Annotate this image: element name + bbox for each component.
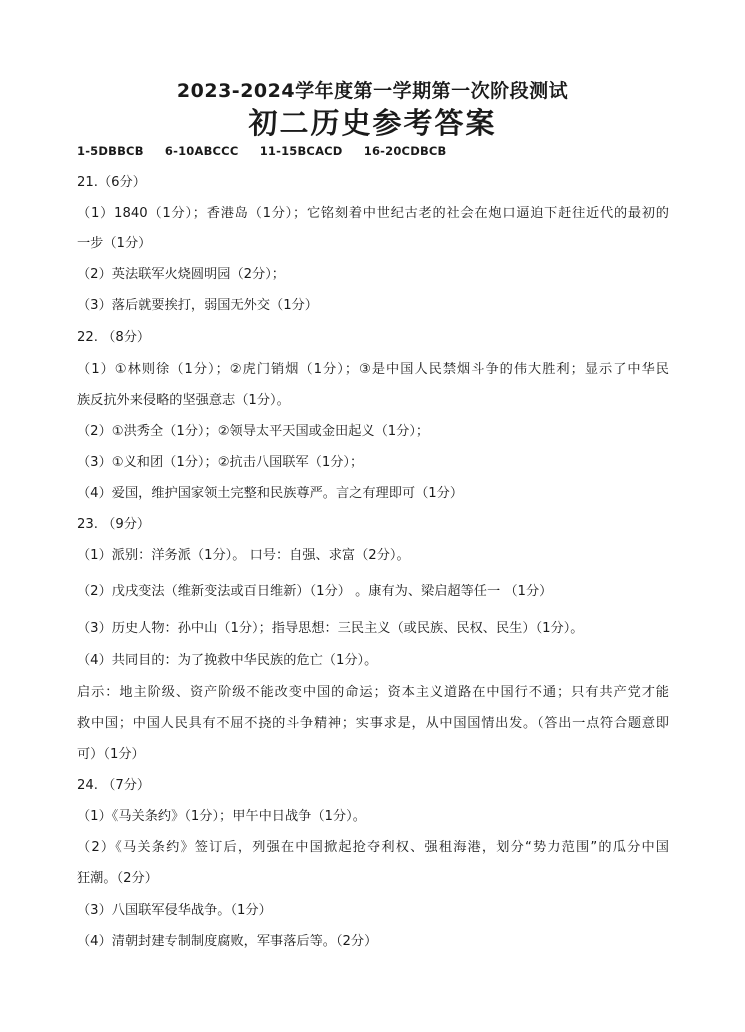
answer-line: （3）落后就要挨打，弱国无外交（1分） <box>77 298 318 313</box>
choice-group-2: 6-10ABCCC <box>164 144 239 158</box>
answer-line: （1）1840（1分）；香港岛（1分）；它铭刻着中世纪古老的社会在炮口逼迫下赶往近代的最初的 <box>77 206 669 221</box>
answer-line: 可）（1分） <box>77 747 145 762</box>
answer-line: 狂潮。（2分） <box>77 871 158 886</box>
answer-line: （1）《马关条约》（1分）；甲午中日战争（1分）。 <box>77 809 366 824</box>
exam-title: 2023-2024学年度第一学期第一次阶段测试 <box>176 80 569 102</box>
answer-line: （3）历史人物：孙中山（1分）；指导思想：三民主义（或民族、民权、民生）（1分）。 <box>77 621 584 636</box>
choice-group-1: 1-5DBBCB <box>77 144 144 158</box>
answer-line: （2）①洪秀全（1分）；②领导太平天国或金田起义（1分）； <box>77 424 430 439</box>
answer-line: 族反抗外来侵略的坚强意志（1分）。 <box>77 393 290 408</box>
answer-line: （3）①义和团（1分）；②抗击八国联军（1分）； <box>77 455 364 470</box>
choice-group-3: 11-15BCACD <box>259 144 343 158</box>
question-21-heading: 21.（6分） <box>77 175 146 190</box>
answer-line: （2）戊戌变法（维新变法或百日维新）（1分） 。康有为、梁启超等任一 （1分） <box>77 584 553 599</box>
answer-line: （4）爱国，维护国家领土完整和民族尊严。言之有理即可（1分） <box>77 486 464 501</box>
multiple-choice-answers <box>77 143 464 160</box>
answer-line: （3）八国联军侵华战争。（1分） <box>77 903 272 918</box>
answer-line: （2）英法联军火烧圆明园（2分）； <box>77 267 285 282</box>
answer-line: 一步（1分） <box>77 236 152 251</box>
answer-line: 救中国；中国人民具有不屈不挠的斗争精神；实事求是，从中国国情出发。（答出一点符合题意即 <box>77 716 669 731</box>
answer-line: （1）①林则徐（1分）；②虎门销烟（1分）；③是中国人民禁烟斗争的伟大胜利；显示了中华民 <box>77 362 669 377</box>
answer-line: （1）派别：洋务派（1分）。 口号：自强、求富（2分）。 <box>77 548 410 563</box>
answer-key-title: 初二历史参考答案 <box>248 106 497 140</box>
question-22-heading: 22. （8分） <box>77 330 151 345</box>
answer-line: （4）清朝封建专制制度腐败，军事落后等。（2分） <box>77 934 378 949</box>
answer-line: （2）《马关条约》签订后，列强在中国掀起抢夺利权、强租海港，划分“势力范围”的瓜分中国 <box>77 840 669 855</box>
question-23-heading: 23. （9分） <box>77 517 151 532</box>
question-24-heading: 24. （7分） <box>77 778 151 793</box>
answer-line: 启示：地主阶级、资产阶级不能改变中国的命运；资本主义道路在中国行不通；只有共产党才能 <box>77 685 669 700</box>
answer-line: （4）共同目的：为了挽救中华民族的危亡（1分）。 <box>77 653 378 668</box>
choice-group-4: 16-20CDBCB <box>363 144 447 158</box>
